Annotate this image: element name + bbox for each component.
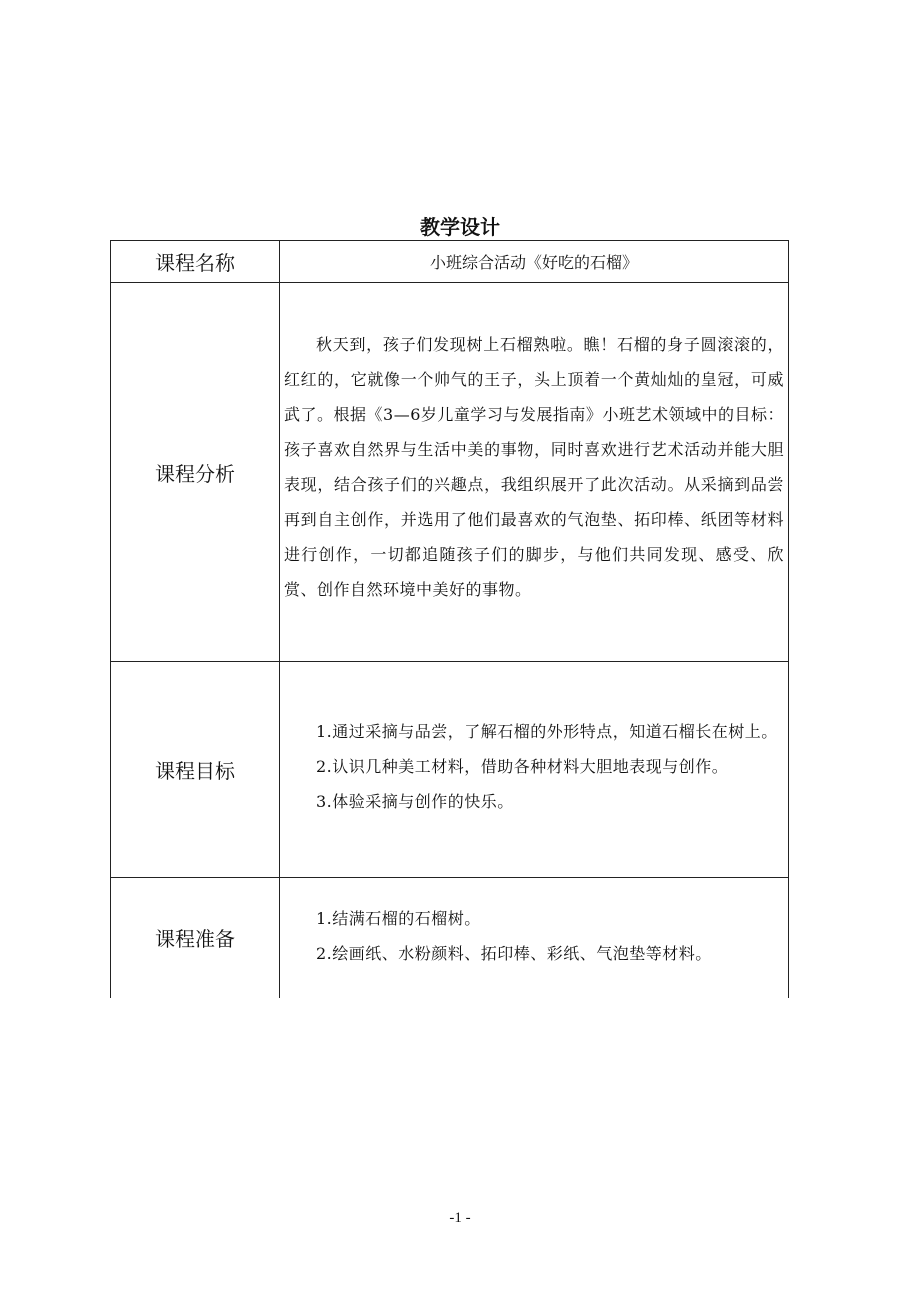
course-name-label: 课程名称 (111, 241, 280, 283)
table-row-course-analysis (111, 283, 789, 662)
course-analysis-cell (280, 283, 789, 662)
course-goals-cell (280, 662, 789, 878)
preparation-item: 1.结满石榴的石榴树。 (316, 908, 481, 928)
course-goal-item: 1.通过采摘与品尝，了解石榴的外形特点，知道石榴长在树上。 (316, 722, 778, 741)
table-row-course-goals (111, 662, 789, 878)
page-number: -1 - (449, 1210, 471, 1226)
document-title: 教学设计 (420, 215, 500, 239)
course-name-value: 小班综合活动《好吃的石榴》 (280, 241, 789, 283)
table-row-course-name (111, 241, 789, 283)
course-analysis-text: 秋天到，孩子们发现树上石榴熟啦。瞧！石榴的身子圆滚滚的，红红的，它就像一个帅气的王子，头上顶着一个黄灿灿的皇冠，可威武了。根据《3—6岁儿童学习与发展指南》小班艺术领域中的目标：孩子喜欢自然界与生活中美的事物，同时喜欢进行艺术活动并能大胆表现，结合孩子们的兴趣点，我组织展开了此次活动。从采摘到品尝再到自主创作，并选用了他们最喜欢的气泡垫、拓印棒、纸团等材料进行创作，一切都追随孩子们的脚步，与他们共同发现、感受、欣赏、创作自然环境中美好的事物。 (284, 335, 784, 599)
course-goals-label: 课程目标 (111, 662, 280, 878)
table-row-course-preparation (111, 878, 789, 998)
course-preparation-label: 课程准备 (111, 878, 280, 998)
course-analysis-label: 课程分析 (111, 283, 280, 662)
course-goal-item: 2.认识几种美工材料，借助各种材料大胆地表现与创作。 (316, 757, 729, 776)
lesson-design-table (110, 240, 789, 998)
preparation-item: 2.绘画纸、水粉颜料、拓印棒、彩纸、气泡垫等材料。 (316, 943, 712, 963)
course-goal-item: 3.体验采摘与创作的快乐。 (316, 792, 514, 811)
course-preparation-cell (280, 878, 789, 998)
